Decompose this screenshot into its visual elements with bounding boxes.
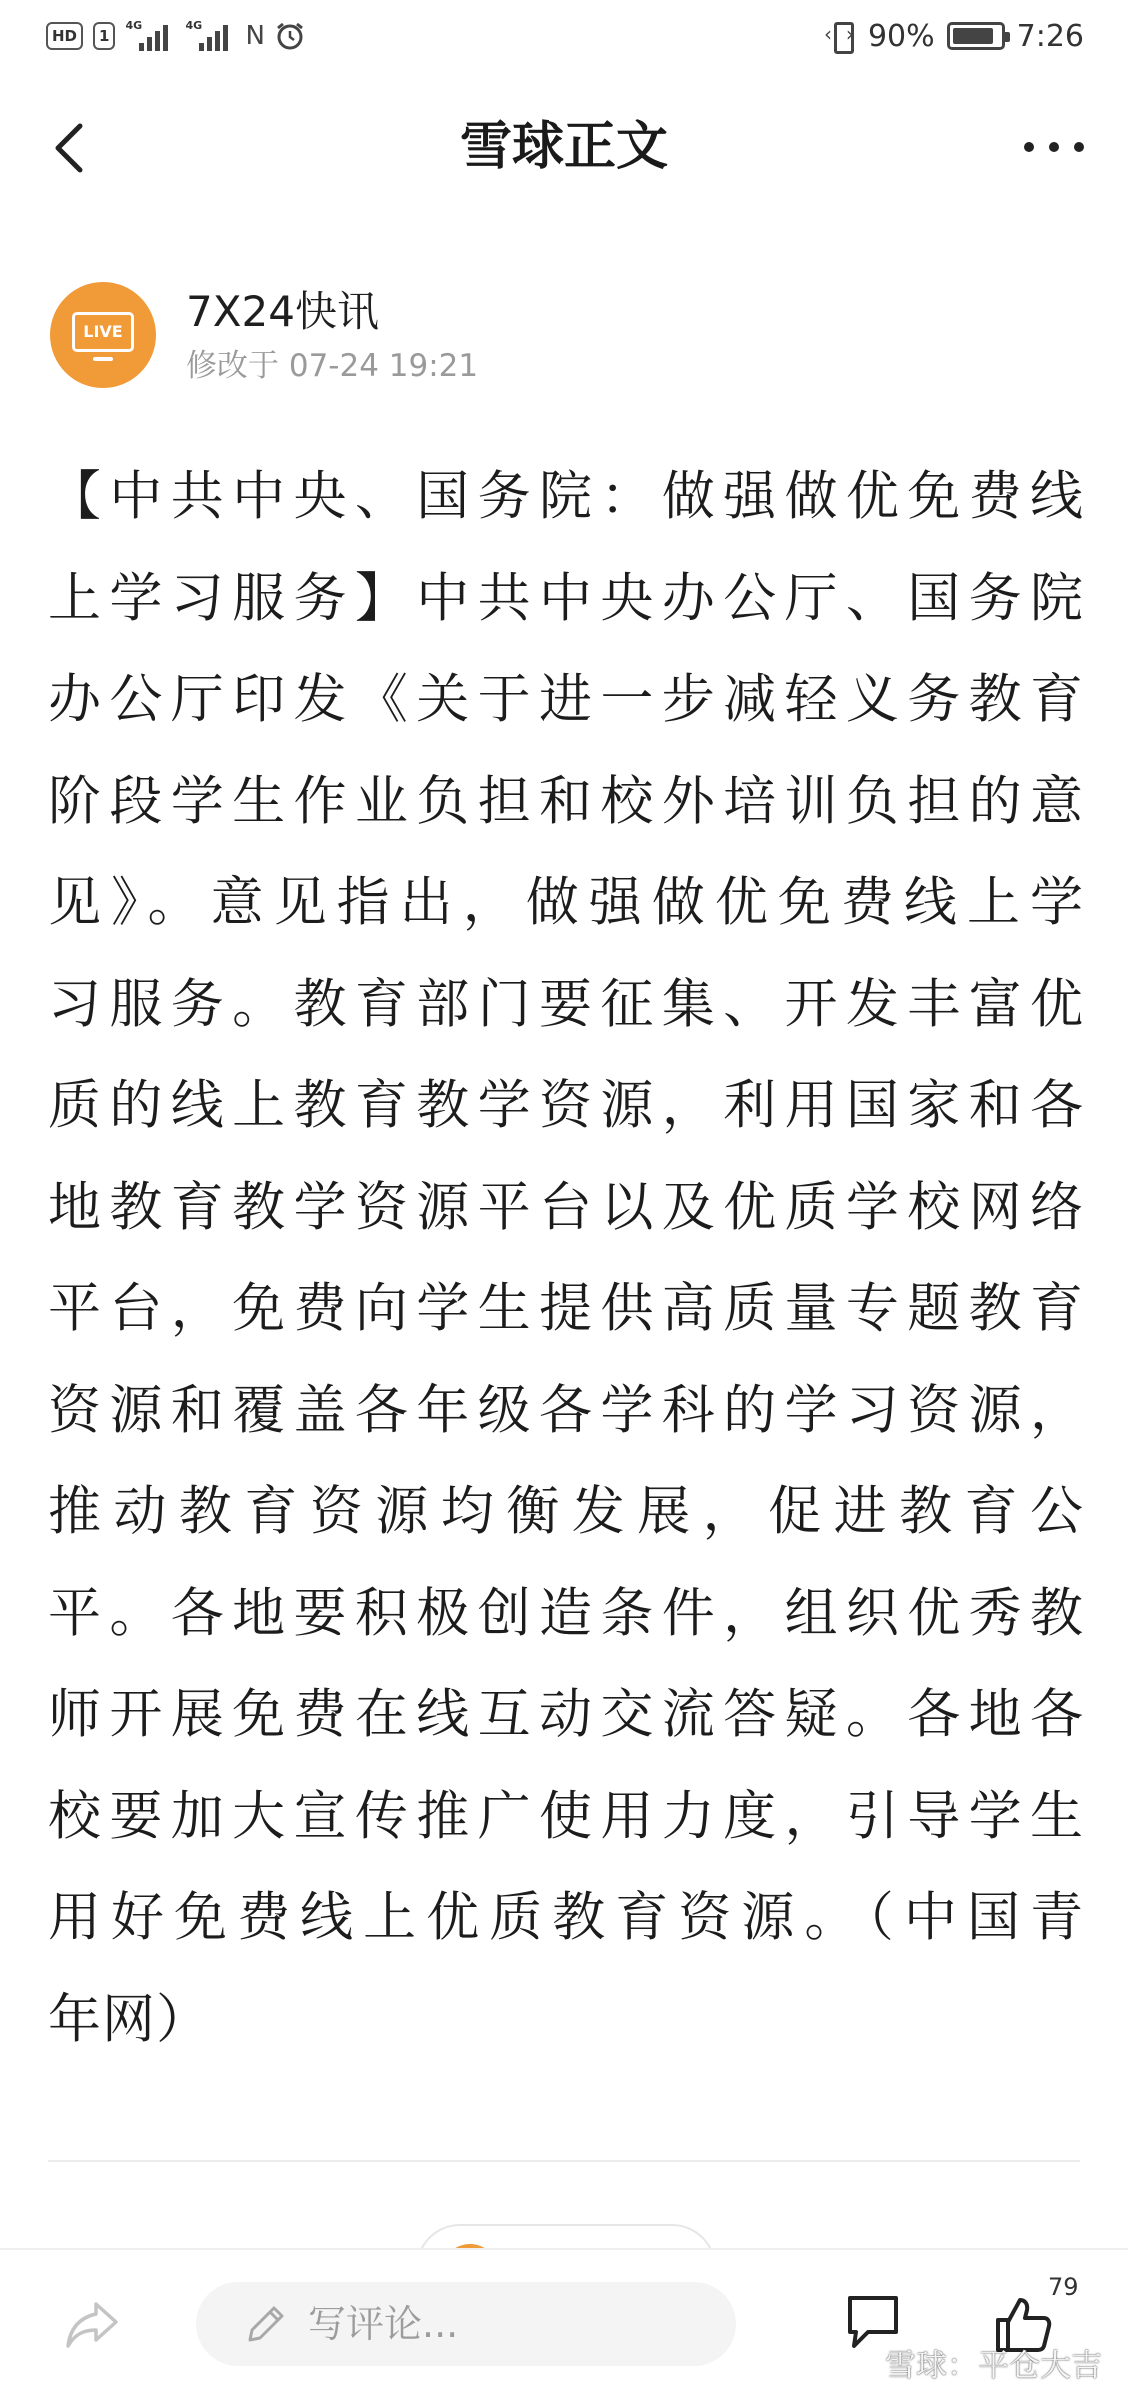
- article-line: 办公厅印发《关于进一步减轻义务教育: [48, 669, 1084, 730]
- battery-percent: 90%: [867, 18, 935, 54]
- sim-badge: 1: [93, 22, 115, 50]
- bottom-action-bar: [0, 2248, 1128, 2400]
- share-icon[interactable]: [62, 2294, 122, 2354]
- article-line: 质的线上教育教学资源，利用国家和各: [48, 1075, 1084, 1136]
- status-left: [46, 18, 305, 54]
- article-line: 年网）: [48, 1988, 210, 2050]
- article-line: 推动教育资源均衡发展，促进教育公: [48, 1481, 1084, 1542]
- clock: 7:26: [1016, 18, 1084, 54]
- article-line: 校要加大宣传推广使用力度，引导学生: [48, 1785, 1084, 1847]
- signal-label: 4G: [125, 19, 143, 32]
- page-title: 雪球正文: [459, 117, 668, 177]
- watermark: 雪球：平仓大吉: [885, 2348, 1102, 2384]
- alarm-clock-icon: [275, 21, 305, 51]
- comment-icon[interactable]: [842, 2290, 904, 2354]
- article-line: 平台，免费向学生提供高质量专题教育: [48, 1278, 1084, 1339]
- avatar[interactable]: [50, 282, 156, 388]
- pencil-icon: [244, 2302, 288, 2346]
- signal-label: 4G: [185, 19, 203, 32]
- status-right: [826, 16, 1084, 56]
- article-line: 平。各地要积极创造条件，组织优秀教: [48, 1582, 1084, 1644]
- author-row[interactable]: [50, 278, 1080, 396]
- hd-badge: HD: [46, 22, 83, 50]
- status-bar: [0, 0, 1128, 72]
- article-line: 习服务。教育部门要征集、开发丰富优: [48, 973, 1084, 1035]
- article-line: 用好免费线上优质教育资源。（中国青: [48, 1887, 1084, 1948]
- live-tv-icon: LIVE: [72, 312, 134, 352]
- signal-strength-icon: [185, 19, 235, 53]
- article-line: 见》。意见指出，做强做优免费线上学: [48, 872, 1084, 933]
- signal-strength-icon: [125, 19, 175, 53]
- nfc-icon: N: [245, 21, 265, 51]
- more-options-icon[interactable]: [1024, 132, 1084, 162]
- comment-input[interactable]: [196, 2282, 736, 2366]
- article-line: 师开展免费在线互动交流答疑。各地各: [48, 1684, 1084, 1745]
- article-line: 上学习服务】中共中央办公厅、国务院: [48, 567, 1084, 629]
- article-body: [48, 446, 1084, 2070]
- battery-icon: [947, 22, 1005, 50]
- like-count: 79: [1048, 2273, 1079, 2301]
- modified-time: 修改于 07-24 19:21: [186, 348, 479, 384]
- article-line: 【中共中央、国务院：做强做优免费线: [48, 466, 1084, 527]
- title-bar: [0, 72, 1128, 222]
- comment-placeholder: 写评论...: [308, 2302, 459, 2346]
- article-line: 地教育教学资源平台以及优质学校网络: [48, 1176, 1084, 1238]
- battery-fill: [953, 28, 994, 44]
- author-name[interactable]: 7X24快讯: [186, 287, 379, 336]
- vibrate-icon: [826, 20, 856, 52]
- article-line: 阶段学生作业负担和校外培训负担的意: [48, 770, 1084, 832]
- divider: [48, 2160, 1080, 2162]
- article-line: 资源和覆盖各年级各学科的学习资源，: [48, 1379, 1084, 1441]
